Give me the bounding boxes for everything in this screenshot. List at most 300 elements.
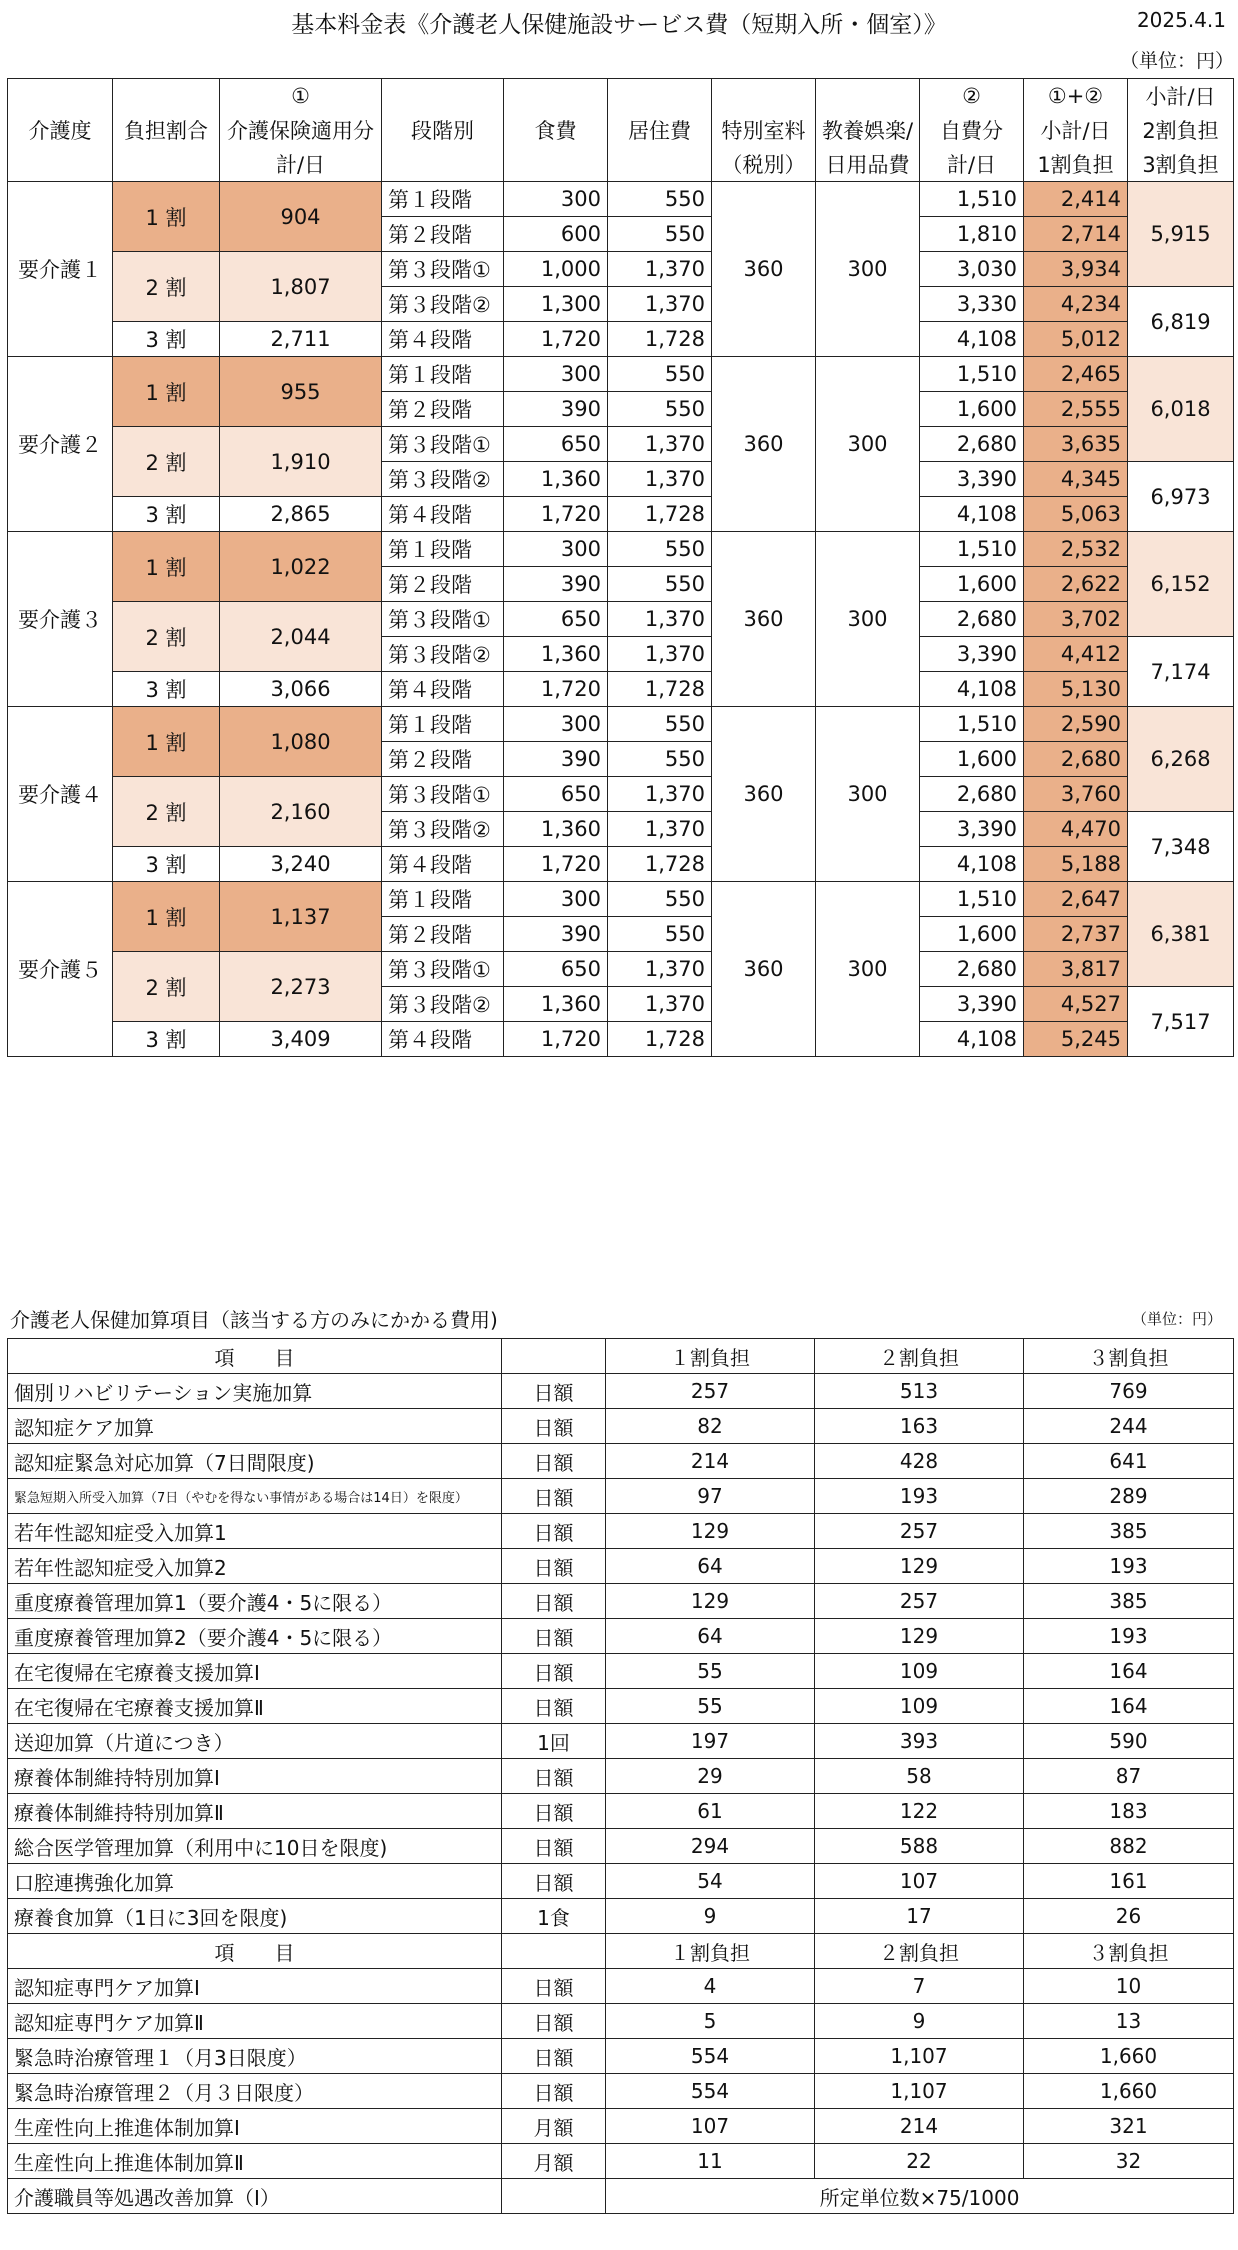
food-cell: 650 [504,952,608,987]
self-pay-cell: 3,390 [920,462,1024,497]
living-cell: 1,728 [608,847,712,882]
addon-burden-1: 9 [606,1899,815,1934]
food-cell: 1,360 [504,637,608,672]
subtotal-2-cell: 6,381 [1128,882,1234,987]
subtotal-1-cell: 5,245 [1024,1022,1128,1057]
addon-burden-2: 393 [815,1724,1024,1759]
subtotal-1-cell: 2,622 [1024,567,1128,602]
subtotal-1-cell: 2,714 [1024,217,1128,252]
self-pay-cell: 1,600 [920,917,1024,952]
addon-burden-1: 5 [606,2004,815,2039]
food-cell: 650 [504,602,608,637]
living-cell: 1,728 [608,672,712,707]
addon-header-row [8,1339,1234,1374]
addon-burden-1: 294 [606,1829,815,1864]
addon-row [8,1374,1234,1409]
living-cell: 550 [608,882,712,917]
addon-burden-2: 9 [815,2004,1024,2039]
addon-header-row [8,1934,1234,1969]
addon-frequency: 1回 [502,1724,606,1759]
room-fee-cell: 360 [712,182,816,357]
living-cell: 1,370 [608,777,712,812]
addon-burden-2: 163 [815,1409,1024,1444]
addon-burden-2: 109 [815,1654,1024,1689]
stage-cell: 第４段階 [382,1022,504,1057]
self-pay-cell: 3,330 [920,287,1024,322]
header-sub23-2: 2割負担 [1128,113,1234,147]
care-level-cell: 要介護１ [8,182,113,357]
header-edu-1: 教養娯楽/ [816,113,920,147]
addon-frequency: 日額 [502,1619,606,1654]
fee-row [8,777,1234,812]
stage-cell: 第２段階 [382,742,504,777]
fee-row [8,182,1234,217]
addon-frequency: 日額 [502,1829,606,1864]
addon-burden-2: 257 [815,1514,1024,1549]
addon-section-title: 介護老人保健加算項目（該当する方のみにかかる費用) [10,1308,498,1332]
addon-name: 認知症ケア加算 [8,1409,502,1444]
subtotal-1-cell: 4,345 [1024,462,1128,497]
addon-row [8,2039,1234,2074]
burden-label: 1 割 [113,707,220,777]
living-cell: 550 [608,742,712,777]
addon-frequency: 日額 [502,1654,606,1689]
insurance-amount: 955 [220,357,382,427]
addon-name: 在宅復帰在宅療養支援加算Ⅰ [8,1654,502,1689]
self-pay-cell: 1,600 [920,742,1024,777]
addon-frequency: 日額 [502,1514,606,1549]
burden-label: 1 割 [113,882,220,952]
addon-header-freq [502,1339,606,1374]
stage-cell: 第３段階① [382,602,504,637]
addon-burden-2: 122 [815,1794,1024,1829]
addon-frequency: 月額 [502,2109,606,2144]
food-cell: 1,720 [504,322,608,357]
subtotal-1-cell: 2,737 [1024,917,1128,952]
addon-frequency: 日額 [502,2074,606,2109]
food-cell: 1,720 [504,847,608,882]
addon-burden-3: 1,660 [1024,2074,1234,2109]
addon-burden-3: 87 [1024,1759,1234,1794]
addon-burden-1: 107 [606,2109,815,2144]
addon-name: 重度療養管理加算1（要介護4・5に限る） [8,1584,502,1619]
addon-burden-2: 129 [815,1549,1024,1584]
addon-burden-3: 193 [1024,1549,1234,1584]
addon-burden-1: 29 [606,1759,815,1794]
stage-cell: 第３段階② [382,462,504,497]
header-sub23-1: 小計/日 [1128,79,1234,114]
insurance-amount: 2,865 [220,497,382,532]
subtotal-2-cell: 6,268 [1128,707,1234,812]
self-pay-cell: 4,108 [920,497,1024,532]
living-cell: 1,370 [608,252,712,287]
living-cell: 1,728 [608,497,712,532]
living-cell: 550 [608,567,712,602]
stage-cell: 第３段階① [382,427,504,462]
fee-row [8,672,1234,707]
subtotal-1-cell: 2,680 [1024,742,1128,777]
self-pay-cell: 2,680 [920,777,1024,812]
living-cell: 1,370 [608,952,712,987]
addon-frequency: 日額 [502,1584,606,1619]
addon-name: 総合医学管理加算（利用中に10日を限度) [8,1829,502,1864]
addon-burden-2: 109 [815,1689,1024,1724]
insurance-amount: 2,711 [220,322,382,357]
insurance-amount: 2,044 [220,602,382,672]
self-pay-cell: 1,510 [920,532,1024,567]
stage-cell: 第３段階② [382,637,504,672]
insurance-amount: 1,807 [220,252,382,322]
addon-burden-3: 321 [1024,2109,1234,2144]
care-level-cell: 要介護４ [8,707,113,882]
food-cell: 1,720 [504,1022,608,1057]
subtotal-1-cell: 2,465 [1024,357,1128,392]
addon-frequency: 日額 [502,1794,606,1829]
addon-row [8,1724,1234,1759]
self-pay-cell: 1,510 [920,882,1024,917]
insurance-amount: 1,910 [220,427,382,497]
burden-label: 2 割 [113,252,220,322]
stage-cell: 第３段階① [382,777,504,812]
addon-row [8,1619,1234,1654]
addon-frequency: 日額 [502,1759,606,1794]
burden-label: 3 割 [113,847,220,882]
living-cell: 550 [608,217,712,252]
insurance-amount: 904 [220,182,382,252]
stage-cell: 第３段階② [382,812,504,847]
subtotal-1-cell: 4,527 [1024,987,1128,1022]
subtotal-1-cell: 5,012 [1024,322,1128,357]
addon-header-b3: ３割負担 [1024,1934,1234,1969]
addon-burden-2: 17 [815,1899,1024,1934]
subtotal-1-cell: 2,414 [1024,182,1128,217]
addon-name: 個別リハビリテーション実施加算 [8,1374,502,1409]
addon-burden-1: 82 [606,1409,815,1444]
addon-burden-3: 32 [1024,2144,1234,2179]
burden-label: 2 割 [113,952,220,1022]
addon-header-b3: ３割負担 [1024,1339,1234,1374]
addon-header-b1: １割負担 [606,1934,815,1969]
unit-label: （単位：円） [1119,50,1234,72]
living-cell: 1,370 [608,602,712,637]
addon-frequency: 日額 [502,1864,606,1899]
addon-row [8,1899,1234,1934]
living-cell: 1,370 [608,287,712,322]
food-cell: 300 [504,357,608,392]
fee-row [8,952,1234,987]
stage-cell: 第３段階② [382,987,504,1022]
subtotal-1-cell: 5,130 [1024,672,1128,707]
header-edu-2: 日用品費 [816,147,920,182]
addon-burden-2: 107 [815,1864,1024,1899]
subtotal-1-cell: 3,817 [1024,952,1128,987]
addon-frequency: 日額 [502,1444,606,1479]
fee-row [8,532,1234,567]
addon-burden-2: 1,107 [815,2074,1024,2109]
subtotal-3-cell: 6,973 [1128,462,1234,532]
insurance-amount: 3,409 [220,1022,382,1057]
addon-frequency: 日額 [502,2004,606,2039]
living-cell: 1,728 [608,322,712,357]
addon-name: 重度療養管理加算2（要介護4・5に限る） [8,1619,502,1654]
subtotal-1-cell: 2,590 [1024,707,1128,742]
fee-row [8,602,1234,637]
subtotal-1-cell: 3,934 [1024,252,1128,287]
subtotal-3-cell: 7,348 [1128,812,1234,882]
insurance-amount: 1,137 [220,882,382,952]
addon-frequency: 日額 [502,1549,606,1584]
addon-burden-3: 164 [1024,1654,1234,1689]
addon-burden-3: 164 [1024,1689,1234,1724]
living-cell: 550 [608,392,712,427]
addon-burden-2: 1,107 [815,2039,1024,2074]
addon-name: 若年性認知症受入加算1 [8,1514,502,1549]
self-pay-cell: 3,390 [920,812,1024,847]
addon-frequency: 日額 [502,2039,606,2074]
addon-burden-1: 55 [606,1654,815,1689]
effective-date: 2025.4.1 [1136,8,1226,32]
header-insurance-1: ① [220,79,382,114]
addon-burden-1: 55 [606,1689,815,1724]
food-cell: 650 [504,777,608,812]
addon-frequency: 日額 [502,1374,606,1409]
stage-cell: 第２段階 [382,567,504,602]
addon-burden-3: 161 [1024,1864,1234,1899]
addon-burden-2: 588 [815,1829,1024,1864]
self-pay-cell: 1,510 [920,357,1024,392]
addon-burden-1: 64 [606,1619,815,1654]
self-pay-cell: 4,108 [920,672,1024,707]
subtotal-2-cell: 6,018 [1128,357,1234,462]
addon-frequency: 日額 [502,1479,606,1514]
addon-row [8,1409,1234,1444]
header-care-level: 介護度 [8,79,113,182]
self-pay-cell: 2,680 [920,952,1024,987]
addon-header-item: 項 目 [8,1339,502,1374]
header-insurance-3: 計/日 [220,147,382,182]
self-pay-cell: 4,108 [920,1022,1024,1057]
subtotal-2-cell: 5,915 [1128,182,1234,287]
addon-header-b2: ２割負担 [815,1934,1024,1969]
burden-label: 3 割 [113,322,220,357]
stage-cell: 第４段階 [382,322,504,357]
addon-frequency: 日額 [502,1969,606,2004]
header-insurance-2: 介護保険適用分 [220,113,382,147]
food-cell: 1,360 [504,462,608,497]
self-pay-cell: 3,030 [920,252,1024,287]
self-pay-cell: 2,680 [920,427,1024,462]
addon-row [8,2144,1234,2179]
stage-cell: 第２段階 [382,917,504,952]
basic-fee-table [7,78,1234,1057]
addon-burden-3: 13 [1024,2004,1234,2039]
subtotal-2-cell: 6,152 [1128,532,1234,637]
addon-burden-3: 385 [1024,1584,1234,1619]
self-pay-cell: 2,680 [920,602,1024,637]
stage-cell: 第１段階 [382,707,504,742]
header-self-1: ② [920,79,1024,114]
addon-row [8,1864,1234,1899]
header-room-1: 特別室料 [712,113,816,147]
stage-cell: 第３段階① [382,952,504,987]
living-cell: 550 [608,357,712,392]
food-cell: 390 [504,392,608,427]
addon-name: 認知症専門ケア加算Ⅱ [8,2004,502,2039]
food-cell: 300 [504,182,608,217]
burden-label: 3 割 [113,1022,220,1057]
addon-name: 介護職員等処遇改善加算（Ⅰ） [8,2179,502,2214]
room-fee-cell: 360 [712,357,816,532]
header-living: 居住費 [608,79,712,182]
addon-unit-label: （単位：円） [1131,1310,1222,1328]
addon-burden-3: 193 [1024,1619,1234,1654]
self-pay-cell: 4,108 [920,322,1024,357]
edu-fee-cell: 300 [816,707,920,882]
living-cell: 550 [608,707,712,742]
edu-fee-cell: 300 [816,532,920,707]
subtotal-1-cell: 3,635 [1024,427,1128,462]
burden-label: 1 割 [113,182,220,252]
addon-row [8,2074,1234,2109]
self-pay-cell: 1,600 [920,567,1024,602]
insurance-amount: 1,022 [220,532,382,602]
addon-burden-1: 54 [606,1864,815,1899]
addon-burden-3: 244 [1024,1409,1234,1444]
header-subtotal-1: ①+② [1024,79,1128,114]
addon-burden-1: 4 [606,1969,815,2004]
header-sub23-3: 3割負担 [1128,147,1234,182]
addon-burden-3: 385 [1024,1514,1234,1549]
addon-burden-1: 129 [606,1584,815,1619]
addon-burden-2: 257 [815,1584,1024,1619]
living-cell: 1,370 [608,462,712,497]
addon-row [8,1759,1234,1794]
self-pay-cell: 1,600 [920,392,1024,427]
fee-row [8,357,1234,392]
food-cell: 1,300 [504,287,608,322]
stage-cell: 第３段階① [382,252,504,287]
insurance-amount: 3,066 [220,672,382,707]
living-cell: 1,370 [608,637,712,672]
food-cell: 1,360 [504,812,608,847]
addon-row [8,1444,1234,1479]
stage-cell: 第１段階 [382,357,504,392]
addon-name: 若年性認知症受入加算2 [8,1549,502,1584]
addon-burden-1: 554 [606,2039,815,2074]
stage-cell: 第１段階 [382,882,504,917]
living-cell: 550 [608,182,712,217]
addon-burden-3: 882 [1024,1829,1234,1864]
living-cell: 550 [608,917,712,952]
addon-burden-2: 428 [815,1444,1024,1479]
fee-row [8,427,1234,462]
stage-cell: 第２段階 [382,392,504,427]
fee-row [8,1022,1234,1057]
subtotal-1-cell: 4,234 [1024,287,1128,322]
fee-row [8,707,1234,742]
addon-name: 送迎加算（片道につき） [8,1724,502,1759]
fee-row [8,252,1234,287]
addon-burden-3: 183 [1024,1794,1234,1829]
addon-header-b1: １割負担 [606,1339,815,1374]
addon-row [8,1829,1234,1864]
subtotal-1-cell: 3,702 [1024,602,1128,637]
addon-burden-2: 7 [815,1969,1024,2004]
edu-fee-cell: 300 [816,357,920,532]
addon-burden-2: 58 [815,1759,1024,1794]
addon-burden-2: 513 [815,1374,1024,1409]
subtotal-3-cell: 7,517 [1128,987,1234,1057]
stage-cell: 第１段階 [382,182,504,217]
addon-name: 緊急時治療管理１（月3日限度） [8,2039,502,2074]
living-cell: 1,370 [608,812,712,847]
subtotal-3-cell: 7,174 [1128,637,1234,707]
addon-name: 療養体制維持特別加算Ⅱ [8,1794,502,1829]
addon-burden-1: 554 [606,2074,815,2109]
subtotal-1-cell: 4,470 [1024,812,1128,847]
edu-fee-cell: 300 [816,882,920,1057]
subtotal-3-cell: 6,819 [1128,287,1234,357]
subtotal-1-cell: 5,063 [1024,497,1128,532]
care-level-cell: 要介護３ [8,532,113,707]
addon-burden-3: 641 [1024,1444,1234,1479]
addon-name: 療養体制維持特別加算Ⅰ [8,1759,502,1794]
addon-row [8,1584,1234,1619]
page-title: 基本料金表《介護老人保健施設サービス費（短期入所・個室）》 [291,12,947,38]
addon-burden-3: 10 [1024,1969,1234,2004]
insurance-amount: 2,160 [220,777,382,847]
addon-name: 緊急時治療管理２（月３日限度） [8,2074,502,2109]
addon-row [8,1654,1234,1689]
subtotal-1-cell: 2,555 [1024,392,1128,427]
addon-burden-3: 590 [1024,1724,1234,1759]
fee-row [8,322,1234,357]
header-burden: 負担割合 [113,79,220,182]
food-cell: 1,720 [504,672,608,707]
addon-frequency: 月額 [502,2144,606,2179]
room-fee-cell: 360 [712,882,816,1057]
stage-cell: 第３段階② [382,287,504,322]
addon-row [8,1969,1234,2004]
self-pay-cell: 1,810 [920,217,1024,252]
addon-burden-1: 197 [606,1724,815,1759]
stage-cell: 第１段階 [382,532,504,567]
room-fee-cell: 360 [712,532,816,707]
header-stage: 段階別 [382,79,504,182]
addon-burden-1: 97 [606,1479,815,1514]
self-pay-cell: 4,108 [920,847,1024,882]
addon-burden-1: 11 [606,2144,815,2179]
addon-header-b2: ２割負担 [815,1339,1024,1374]
food-cell: 390 [504,917,608,952]
stage-cell: 第４段階 [382,497,504,532]
addon-burden-1: 257 [606,1374,815,1409]
edu-fee-cell: 300 [816,182,920,357]
addon-burden-1: 61 [606,1794,815,1829]
insurance-amount: 2,273 [220,952,382,1022]
subtotal-1-cell: 4,412 [1024,637,1128,672]
addon-burden-1: 214 [606,1444,815,1479]
food-cell: 650 [504,427,608,462]
food-cell: 1,360 [504,987,608,1022]
insurance-amount: 3,240 [220,847,382,882]
room-fee-cell: 360 [712,707,816,882]
header-food: 食費 [504,79,608,182]
addon-burden-3: 1,660 [1024,2039,1234,2074]
addon-row [8,1479,1234,1514]
addon-burden-2: 129 [815,1619,1024,1654]
food-cell: 300 [504,882,608,917]
